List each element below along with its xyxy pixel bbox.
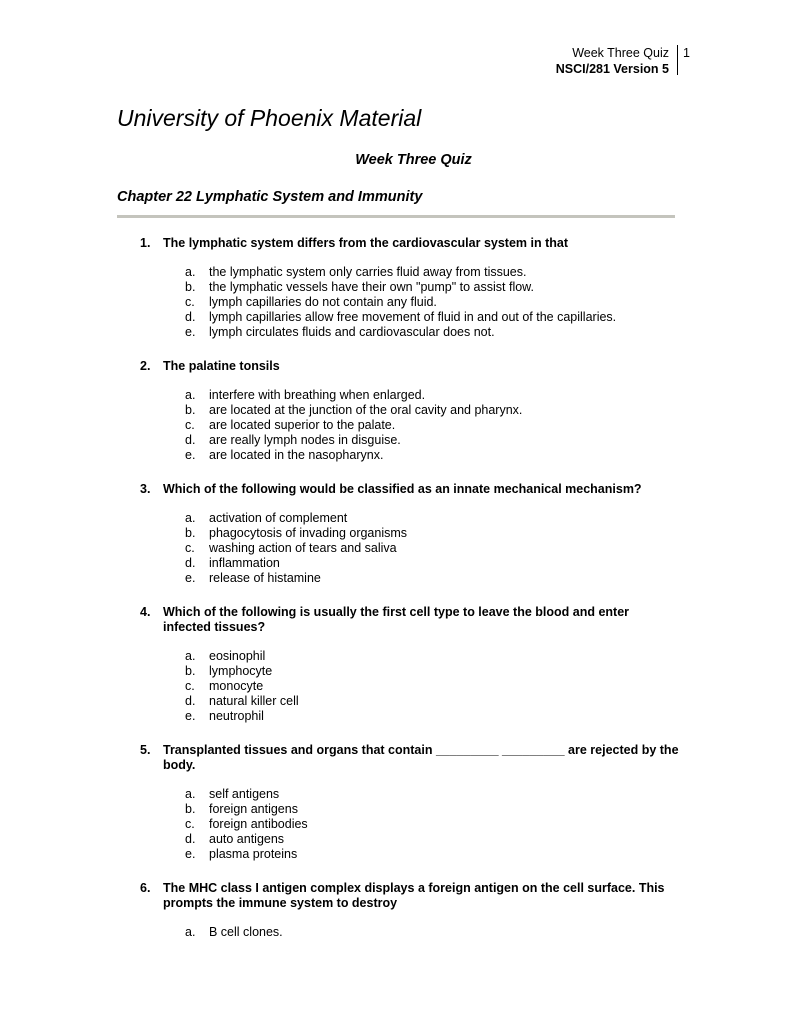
- option-text: B cell clones.: [209, 925, 283, 939]
- answer-options: [140, 649, 680, 724]
- answer-option: [185, 556, 680, 571]
- answer-option: [185, 526, 680, 541]
- answer-option: [185, 664, 680, 679]
- answer-option: [185, 571, 680, 586]
- option-letter: d.: [185, 694, 196, 708]
- answer-option: [185, 403, 680, 418]
- question-text: Which of the following would be classified as an innate mechanical mechanism?: [163, 482, 642, 496]
- answer-options: [140, 787, 680, 862]
- option-text: foreign antigens: [209, 802, 298, 816]
- answer-option: [185, 325, 680, 340]
- question-3: [140, 482, 680, 586]
- option-letter: d.: [185, 310, 196, 324]
- option-letter: c.: [185, 817, 195, 831]
- answer-option: [185, 433, 680, 448]
- answer-options: [140, 265, 680, 340]
- answer-option: [185, 802, 680, 817]
- answer-options: [140, 388, 680, 463]
- question-number: 2.: [140, 359, 151, 373]
- option-text: the lymphatic system only carries fluid away from tissues.: [209, 265, 527, 279]
- answer-option: [185, 295, 680, 310]
- option-letter: b.: [185, 526, 196, 540]
- option-text: eosinophil: [209, 649, 266, 663]
- answer-option: [185, 265, 680, 280]
- answer-option: [185, 817, 680, 832]
- option-letter: b.: [185, 280, 196, 294]
- horizontal-rule: [117, 215, 675, 218]
- option-text: are located at the junction of the oral cavity and pharynx.: [209, 403, 523, 417]
- option-letter: e.: [185, 448, 196, 462]
- option-text: monocyte: [209, 679, 264, 693]
- question-text: The MHC class I antigen complex displays a foreign antigen on the cell surface. This prompts the immune system to destroy: [163, 881, 665, 910]
- option-text: natural killer cell: [209, 694, 299, 708]
- option-text: lymph capillaries allow free movement of fluid in and out of the capillaries.: [209, 310, 617, 324]
- page-number: 1: [683, 46, 690, 60]
- option-text: release of histamine: [209, 571, 321, 585]
- option-text: interfere with breathing when enlarged.: [209, 388, 426, 402]
- option-letter: d.: [185, 433, 196, 447]
- running-header: [556, 45, 678, 75]
- answer-option: [185, 847, 680, 862]
- option-text: foreign antibodies: [209, 817, 308, 831]
- option-text: inflammation: [209, 556, 280, 570]
- option-letter: d.: [185, 832, 196, 846]
- option-text: auto antigens: [209, 832, 285, 846]
- option-letter: c.: [185, 418, 195, 432]
- question-number: 6.: [140, 881, 151, 895]
- option-letter: b.: [185, 403, 196, 417]
- answer-option: [185, 448, 680, 463]
- header-title: Week Three Quiz: [572, 46, 669, 60]
- question-stem: [140, 605, 680, 635]
- option-text: are located superior to the palate.: [209, 418, 396, 432]
- question-4: [140, 605, 680, 724]
- chapter-heading: Chapter 22 Lymphatic System and Immunity: [117, 189, 423, 205]
- question-number: 3.: [140, 482, 151, 496]
- answer-option: [185, 832, 680, 847]
- option-text: washing action of tears and saliva: [209, 541, 397, 555]
- question-text: The palatine tonsils: [163, 359, 280, 373]
- question-5: [140, 743, 680, 862]
- answer-options: [140, 511, 680, 586]
- option-text: neutrophil: [209, 709, 264, 723]
- answer-option: [185, 649, 680, 664]
- option-text: lymphocyte: [209, 664, 273, 678]
- option-letter: e.: [185, 847, 196, 861]
- option-text: lymph circulates fluids and cardiovascular does not.: [209, 325, 495, 339]
- question-stem: [140, 482, 680, 497]
- option-letter: b.: [185, 664, 196, 678]
- option-letter: a.: [185, 649, 196, 663]
- option-text: phagocytosis of invading organisms: [209, 526, 408, 540]
- question-number: 4.: [140, 605, 151, 619]
- option-letter: c.: [185, 679, 195, 693]
- option-letter: e.: [185, 325, 196, 339]
- answer-options: [140, 925, 680, 940]
- question-2: [140, 359, 680, 463]
- question-text: Which of the following is usually the first cell type to leave the blood and enter infected tissues?: [163, 605, 630, 634]
- question-number: 5.: [140, 743, 151, 757]
- option-letter: a.: [185, 388, 196, 402]
- answer-option: [185, 679, 680, 694]
- option-text: are located in the nasopharynx.: [209, 448, 384, 462]
- option-letter: a.: [185, 925, 196, 939]
- answer-option: [185, 925, 680, 940]
- quiz-title: Week Three Quiz: [355, 152, 472, 168]
- question-1: [140, 236, 680, 340]
- option-text: the lymphatic vessels have their own "pump" to assist flow.: [209, 280, 534, 294]
- answer-option: [185, 541, 680, 556]
- question-stem: [140, 743, 680, 773]
- option-text: plasma proteins: [209, 847, 298, 861]
- option-text: activation of complement: [209, 511, 348, 525]
- question-list: [140, 236, 680, 959]
- option-letter: d.: [185, 556, 196, 570]
- option-letter: e.: [185, 571, 196, 585]
- answer-option: [185, 694, 680, 709]
- question-stem: [140, 236, 680, 251]
- option-letter: b.: [185, 802, 196, 816]
- question-text: The lymphatic system differs from the cardiovascular system in that: [163, 236, 568, 250]
- option-text: are really lymph nodes in disguise.: [209, 433, 401, 447]
- option-text: self antigens: [209, 787, 280, 801]
- answer-option: [185, 388, 680, 403]
- option-letter: c.: [185, 295, 195, 309]
- question-6: [140, 881, 680, 940]
- answer-option: [185, 280, 680, 295]
- question-text: Transplanted tissues and organs that contain _________ _________ are rejected by the body.: [163, 743, 679, 772]
- answer-option: [185, 787, 680, 802]
- option-letter: c.: [185, 541, 195, 555]
- answer-option: [185, 709, 680, 724]
- option-letter: a.: [185, 265, 196, 279]
- question-stem: [140, 359, 680, 374]
- option-letter: e.: [185, 709, 196, 723]
- option-letter: a.: [185, 787, 196, 801]
- question-stem: [140, 881, 680, 911]
- answer-option: [185, 310, 680, 325]
- answer-option: [185, 418, 680, 433]
- question-number: 1.: [140, 236, 151, 250]
- document-title: University of Phoenix Material: [117, 105, 422, 131]
- option-text: lymph capillaries do not contain any fluid.: [209, 295, 437, 309]
- answer-option: [185, 511, 680, 526]
- option-letter: a.: [185, 511, 196, 525]
- header-course: NSCI/281 Version 5: [555, 62, 669, 76]
